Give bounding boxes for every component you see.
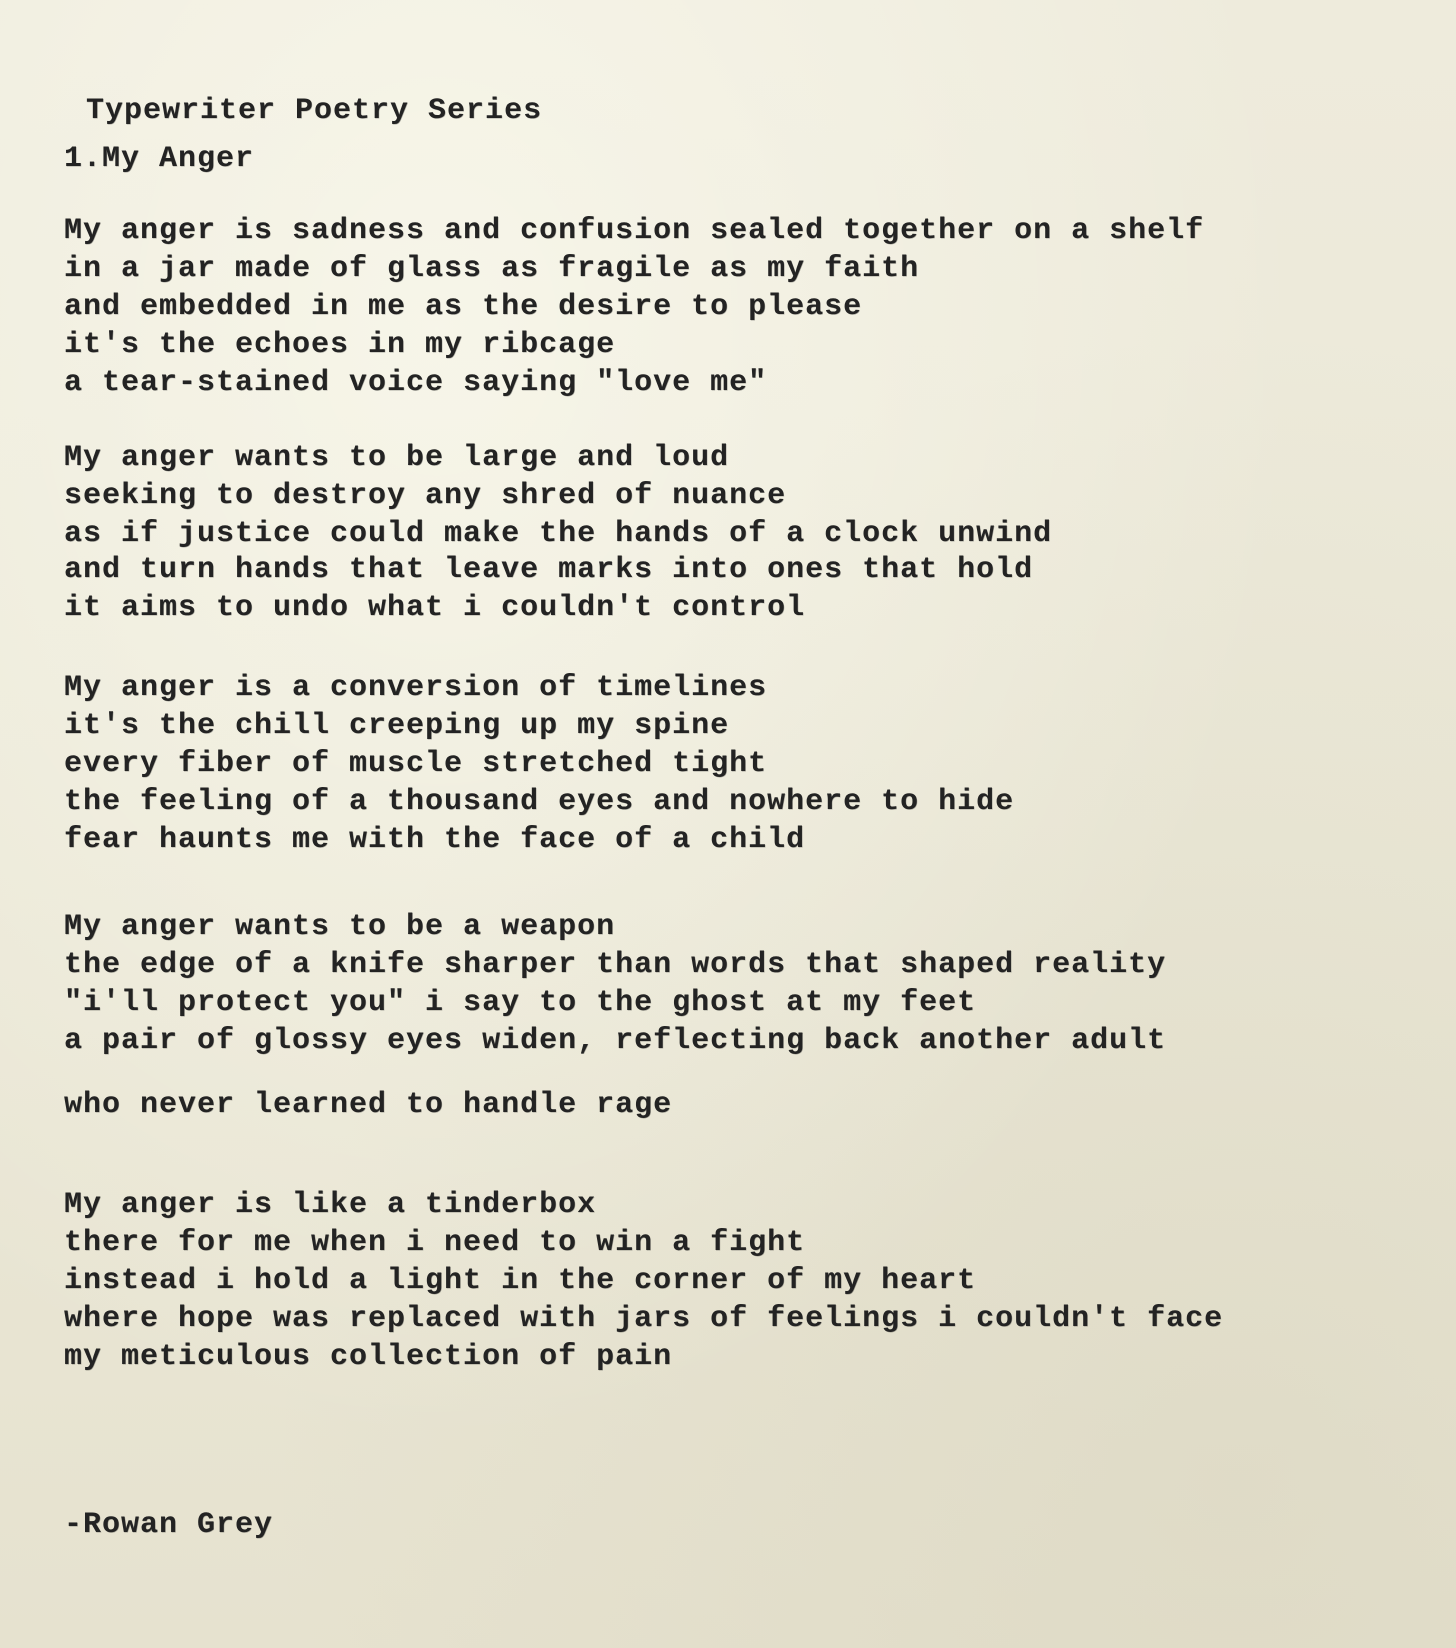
stanza-2-line-4: and turn hands that leave marks into ones that hold bbox=[64, 553, 1034, 587]
stanza-5-line-1: My anger is like a tinderbox bbox=[64, 1188, 597, 1222]
stanza-2-line-5: it aims to undo what i couldn't control bbox=[64, 591, 806, 625]
stanza-1-line-4: it's the echoes in my ribcage bbox=[64, 328, 616, 362]
stanza-2-line-3: as if justice could make the hands of a clock unwind bbox=[64, 517, 1053, 551]
stanza-1-line-3: and embedded in me as the desire to please bbox=[64, 290, 863, 324]
stanza-5-line-4: where hope was replaced with jars of feelings i couldn't face bbox=[64, 1302, 1224, 1336]
stanza-2-line-2: seeking to destroy any shred of nuance bbox=[64, 479, 787, 513]
series-title: Typewriter Poetry Series bbox=[86, 94, 543, 128]
stanza-2-line-1: My anger wants to be large and loud bbox=[64, 441, 730, 475]
stanza-3-line-3: every fiber of muscle stretched tight bbox=[64, 747, 768, 781]
stanza-5-line-2: there for me when i need to win a fight bbox=[64, 1226, 806, 1260]
stanza-1-line-5: a tear-stained voice saying "love me" bbox=[64, 366, 768, 400]
stanza-4-line-3: "i'll protect you" i say to the ghost at my feet bbox=[64, 986, 977, 1020]
author-signature: -Rowan Grey bbox=[64, 1508, 274, 1542]
stanza-5-line-3: instead i hold a light in the corner of my heart bbox=[64, 1264, 977, 1298]
stanza-4-line-2: the edge of a knife sharper than words that shaped reality bbox=[64, 948, 1167, 982]
stanza-3-line-1: My anger is a conversion of timelines bbox=[64, 671, 768, 705]
stanza-4-line-5: who never learned to handle rage bbox=[64, 1088, 673, 1122]
stanza-3-line-2: it's the chill creeping up my spine bbox=[64, 709, 730, 743]
poem-title: 1.My Anger bbox=[64, 142, 255, 176]
stanza-5-line-5: my meticulous collection of pain bbox=[64, 1340, 673, 1374]
stanza-1-line-1: My anger is sadness and confusion sealed together on a shelf bbox=[64, 214, 1205, 248]
stanza-4-line-1: My anger wants to be a weapon bbox=[64, 910, 616, 944]
stanza-1-line-2: in a jar made of glass as fragile as my faith bbox=[64, 252, 920, 286]
stanza-4-line-4: a pair of glossy eyes widen, reflecting back another adult bbox=[64, 1024, 1167, 1058]
stanza-3-line-4: the feeling of a thousand eyes and nowhere to hide bbox=[64, 785, 1015, 819]
stanza-3-line-5: fear haunts me with the face of a child bbox=[64, 823, 806, 857]
